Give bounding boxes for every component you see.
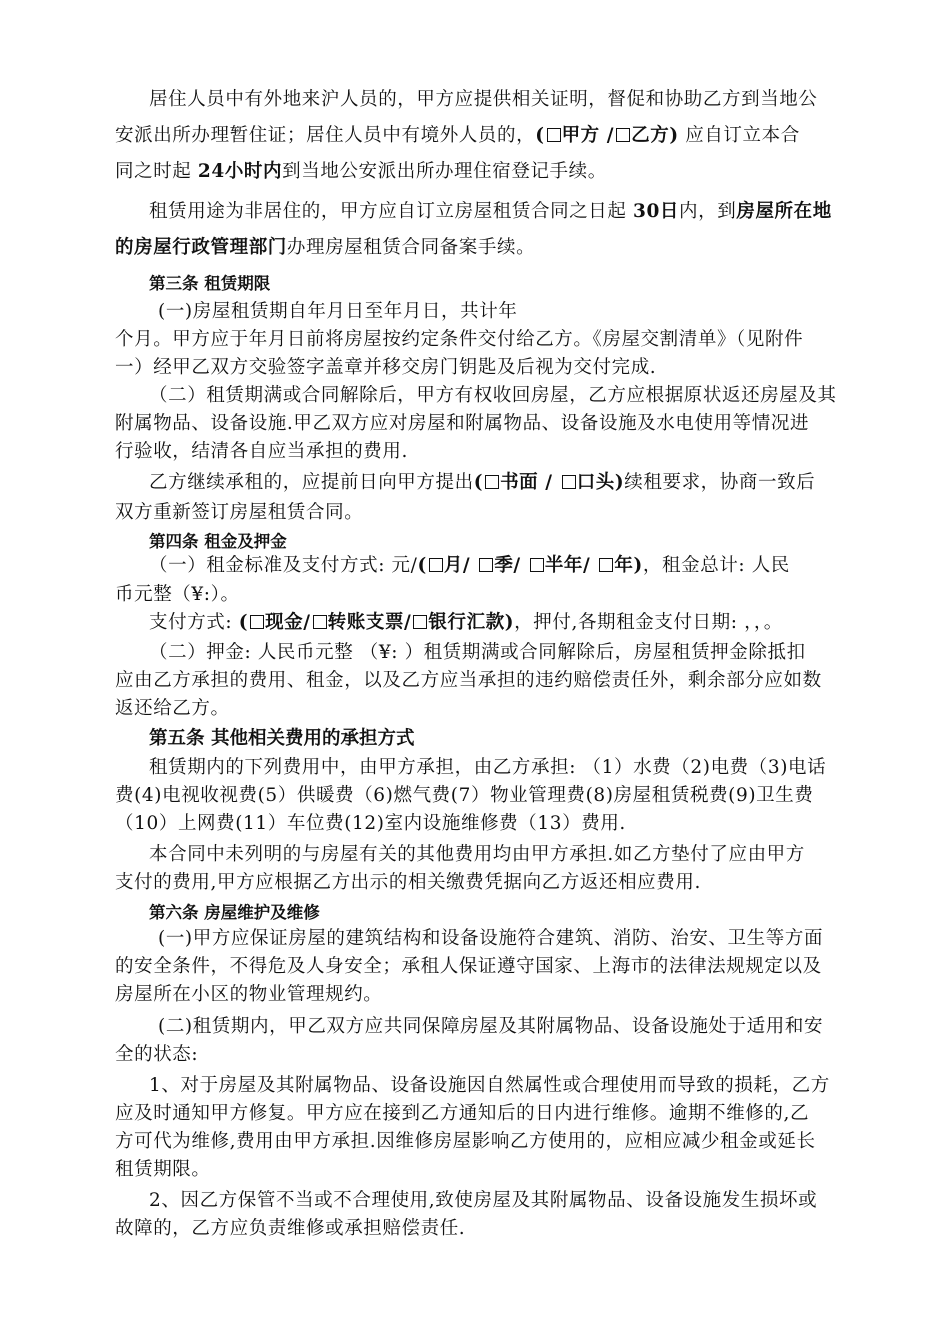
text-line: 房屋所在小区的物业管理规约。: [115, 984, 383, 1005]
text-line: [149, 197, 832, 223]
text-segment: 租赁用途为非居住的，甲方应自订立房屋租赁合同之日起: [149, 201, 633, 222]
text-line: (一)甲方应保证房屋的建筑结构和设备设施符合建筑、消防、治安、卫生等方面: [158, 928, 824, 949]
bracket: (: [535, 125, 545, 146]
text-segment: 安派出所办理暂住证；居住人员中有境外人员的，: [115, 125, 536, 146]
text-line: 应及时通知甲方修复。甲方应在接到乙方通知后的日内进行维修。逾期不维修的,乙: [115, 1103, 810, 1124]
text-emphasis: 24小时内: [197, 161, 283, 182]
text-line: 费(4)电视收视费(5）供暖费（6)燃气费(7）物业管理费(8)房屋租赁税费(9)卫生费: [115, 785, 814, 806]
checkbox-icon[interactable]: [599, 558, 613, 572]
text-line: 行验收，结清各自应当承担的费用.: [115, 441, 408, 462]
text-line: 币元整（¥:）。: [115, 584, 240, 605]
option-label: 年): [614, 555, 643, 576]
text-segment: 到当地公安派出所办理住宿登记手续。: [282, 161, 607, 182]
checkbox-icon[interactable]: [616, 128, 630, 142]
checkbox-icon[interactable]: [413, 615, 427, 629]
text-line: 租赁期限。: [115, 1159, 211, 1180]
payment-method-choice: [239, 612, 514, 633]
bracket: (: [473, 472, 484, 493]
checkbox-icon[interactable]: [479, 558, 493, 572]
text-segment: 乙方继续承租的，应提前日向甲方提出: [149, 472, 474, 493]
party-choice: [535, 125, 679, 146]
checkbox-icon[interactable]: [530, 558, 544, 572]
text-line: 的安全条件，不得危及人身安全；承租人保证遵守国家、上海市的法律法规规定以及: [115, 956, 822, 977]
text-line: 方可代为维修,费用由甲方承担.因维修房屋影响乙方使用的，应相应减少租金或延长: [115, 1131, 816, 1152]
option-label: 银行汇款): [428, 612, 515, 633]
text-segment: 内，到: [679, 201, 737, 222]
text-segment: 支付方式:: [149, 612, 239, 633]
checkbox-icon[interactable]: [250, 615, 264, 629]
text-segment: 办理房屋租赁合同备案手续。: [286, 237, 536, 258]
checkbox-icon[interactable]: [547, 128, 561, 142]
checkbox-icon[interactable]: [562, 475, 576, 489]
option-label: 半年/: [544, 555, 598, 576]
text-line: [149, 551, 790, 577]
option-label: 甲方 /: [561, 125, 615, 146]
text-line: [115, 157, 607, 183]
option-label: 现金/: [265, 612, 311, 633]
text-line: 全的状态:: [115, 1044, 199, 1065]
text-line: 支付的费用,甲方应根据乙方出示的相关缴费凭据向乙方返还相应费用.: [115, 872, 701, 893]
text-segment: ，租金总计: 人民: [642, 555, 790, 576]
text-line: 附属物品、设备设施.甲乙双方应对房屋和附属物品、设备设施及水电使用等情况进: [115, 413, 810, 434]
text-line: 一）经甲乙双方交验签字盖章并移交房门钥匙及后视为交付完成.: [115, 357, 657, 378]
text-line: (一)房屋租赁期自年月日至年月日，共计年: [158, 301, 518, 322]
text-segment: （一）租金标准及支付方式: 元/: [149, 555, 418, 576]
text-line: 1、对于房屋及其附属物品、设备设施因自然属性或合理使用而导致的损耗，乙方: [149, 1075, 830, 1096]
section-heading: 第五条 其他相关费用的承担方式: [149, 728, 415, 749]
bracket: (: [417, 555, 427, 576]
text-emphasis: 30日: [632, 201, 680, 222]
renewal-choice: [474, 472, 625, 493]
text-line: 居住人员中有外地来沪人员的，甲方应提供相关证明，督促和协助乙方到当地公: [149, 89, 818, 110]
text-line: 故障的，乙方应负责维修或承担赔偿责任.: [115, 1218, 466, 1239]
text-emphasis: 房屋所在地: [736, 201, 832, 222]
text-line: (二)租赁期内，甲乙双方应共同保障房屋及其附属物品、设备设施处于适用和安: [158, 1016, 824, 1037]
checkbox-icon[interactable]: [313, 615, 327, 629]
text-line: 返还给乙方。: [115, 698, 230, 719]
option-label: 乙方: [631, 125, 670, 146]
text-segment: 应自订立本合: [678, 125, 800, 146]
text-line: （二）租赁期满或合同解除后，甲方有权收回房屋，乙方应根据原状返还房屋及其: [149, 385, 837, 406]
text-segment: 同之时起: [115, 161, 198, 182]
option-label: 季/: [494, 555, 528, 576]
text-line: 个月。甲方应于年月日前将房屋按约定条件交付给乙方。《房屋交割清单》（见附件: [115, 329, 804, 350]
text-line: （二）押金: 人民币元整 （¥: ）租赁期满或合同解除后，房屋租赁押金除抵扣: [149, 642, 806, 663]
text-line: [115, 121, 800, 147]
section-heading: 第四条 租金及押金: [149, 532, 287, 551]
text-line: [149, 608, 783, 634]
text-line: [149, 468, 815, 494]
option-label: 口头): [576, 472, 625, 493]
checkbox-icon[interactable]: [429, 558, 443, 572]
section-heading: 第六条 房屋维护及维修: [149, 903, 320, 922]
bracket: ): [669, 125, 679, 146]
text-line: 双方重新签订房屋租赁合同。: [115, 502, 364, 523]
text-line: 租赁期内的下列费用中，由甲方承担，由乙方承担: （1）水费（2)电费（3)电话: [149, 757, 827, 778]
text-line: 本合同中未列明的与房屋有关的其他费用均由甲方承担.如乙方垫付了应由甲方: [149, 844, 805, 865]
option-label: 转账支票/: [327, 612, 412, 633]
text-segment: ，押付,各期租金支付日期: ，，。: [514, 612, 783, 633]
text-line: [115, 233, 535, 259]
bracket: (: [238, 612, 249, 633]
section-heading: 第三条 租赁期限: [149, 274, 271, 293]
checkbox-icon[interactable]: [485, 475, 499, 489]
text-line: 2、因乙方保管不当或不合理使用,致使房屋及其附属物品、设备设施发生损坏或: [149, 1190, 818, 1211]
text-line: （10）上网费(11）车位费(12)室内设施维修费（13）费用.: [115, 813, 626, 834]
option-label: 月/: [443, 555, 478, 576]
text-segment: 续租要求，协商一致后: [624, 472, 816, 493]
rent-period-choice: [417, 555, 642, 576]
text-line: 应由乙方承担的费用、租金，以及乙方应当承担的违约赔偿责任外，剩余部分应如数: [115, 670, 822, 691]
option-label: 书面 /: [500, 472, 560, 493]
text-emphasis: 的房屋行政管理部门: [115, 237, 287, 258]
